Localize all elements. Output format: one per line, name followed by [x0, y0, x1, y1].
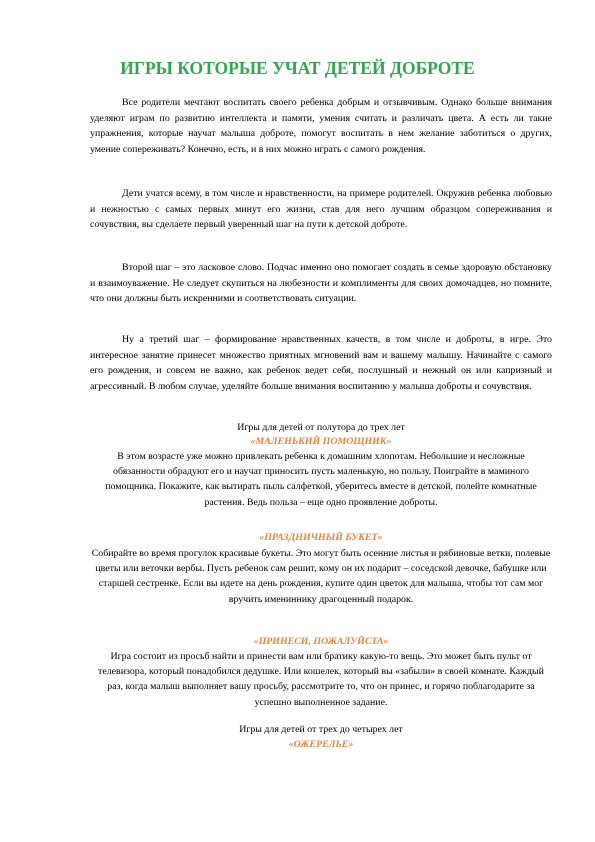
game-title-festive-bouquet: «ПРАЗДНИЧНЫЙ БУКЕТ» — [259, 532, 383, 543]
section-heading-1-5-to-3: Игры для детей от полутора до трех лет — [237, 422, 405, 433]
intro-paragraph-3: Второй шаг – это ласковое слово. Подчас именно оно помогает создать в семье здоровую обстановку и взаимоуважение. Не следует скупиться на любезности и комплименты для своих домочадцев, но помните, что они должны быть искренними и соответствовать ситуации. — [90, 262, 552, 305]
section-heading-3-to-4: Игры для детей от трех до четырех лет — [239, 724, 403, 735]
game-text-festive-bouquet: Собирайте во время прогулок красивые букеты. Это могут быть осенние листья и рябиновые ветки, полевые цветы или веточки вербы. Пусть ребенок сам решит, кому он их подарит – соседской девочке, бабушке или старшей сестренке. Если вы идете на день рождения, купите один цветок для малыша, чтобы тот сам мог вручить имениннику драгоценный подарок. — [91, 548, 551, 605]
game-title-bring-please: «ПРИНЕСИ, ПОЖАЛУЙСТА» — [253, 636, 389, 647]
game-text-little-helper: В этом возрасте уже можно привлекать ребенка к домашним хлопотам. Небольшие и несложные обязанности обрадуют его и научат приносить пусть маленькую, но пользу. Поиграйте в маминого помощника. Покажите, как вытирать пыль салфеткой, уберитесь вместе в детской, полейте комнатные растения. Ведь польза – еще одно проявление доброты. — [105, 451, 537, 508]
game-text-bring-please: Игра состоит из просьб найти и принести вам или братику какую-то вещь. Это может быть пульт от телевизора, который понадобился дедушке. Или кошелек, который вы «забыли» в своей комнате. Каждый раз, когда малыш выполняет вашу просьбу, рассмотрите то, что он принес, и горячо поблагодарите за успешно выполненное задание. — [98, 651, 544, 708]
page-title: ИГРЫ КОТОРЫЕ УЧАТ ДЕТЕЙ ДОБРОТЕ — [120, 58, 475, 78]
intro-paragraph-1: Все родители мечтают воспитать своего ребенка добрым и отзывчивым. Однако больше внимания уделяют играм по развитию интеллекта и памяти, умения считать и различать цвета. А есть ли такие упражнения, которые научат малыша доброте, помогут воспитать в нем желание заботиться о других, умение сопереживать? Конечно, есть, и в них можно играть с самого рождения. — [90, 97, 552, 155]
intro-paragraph-2: Дети учатся всему, в том числе и нравственности, на примере родителей. Окружив ребенка любовью и нежностью с самых первых минут его жизни, став для него лучшим образцом сопереживания и сочувствия, вы сделаете первый уверенный шаг на пути к детской доброте. — [90, 188, 552, 231]
intro-paragraph-4: Ну а третий шаг – формирование нравственных качеств, в том числе и доброты, в игре. Это интересное занятие принесет множество приятных мгновений вам и вашему малышу. Начинайте с самого его рождения, и совсем не важно, как ребенок ведет себя, послушный и нежный он или капризный и агрессивный. В любом случае, уделяйте больше внимания воспитанию у малыша доброты и сочувствия. — [90, 334, 552, 392]
game-title-little-helper: «МАЛЕНЬКИЙ ПОМОЩНИК» — [250, 436, 392, 447]
game-title-necklace: «ОЖЕРЕЛЬЕ» — [288, 739, 354, 750]
